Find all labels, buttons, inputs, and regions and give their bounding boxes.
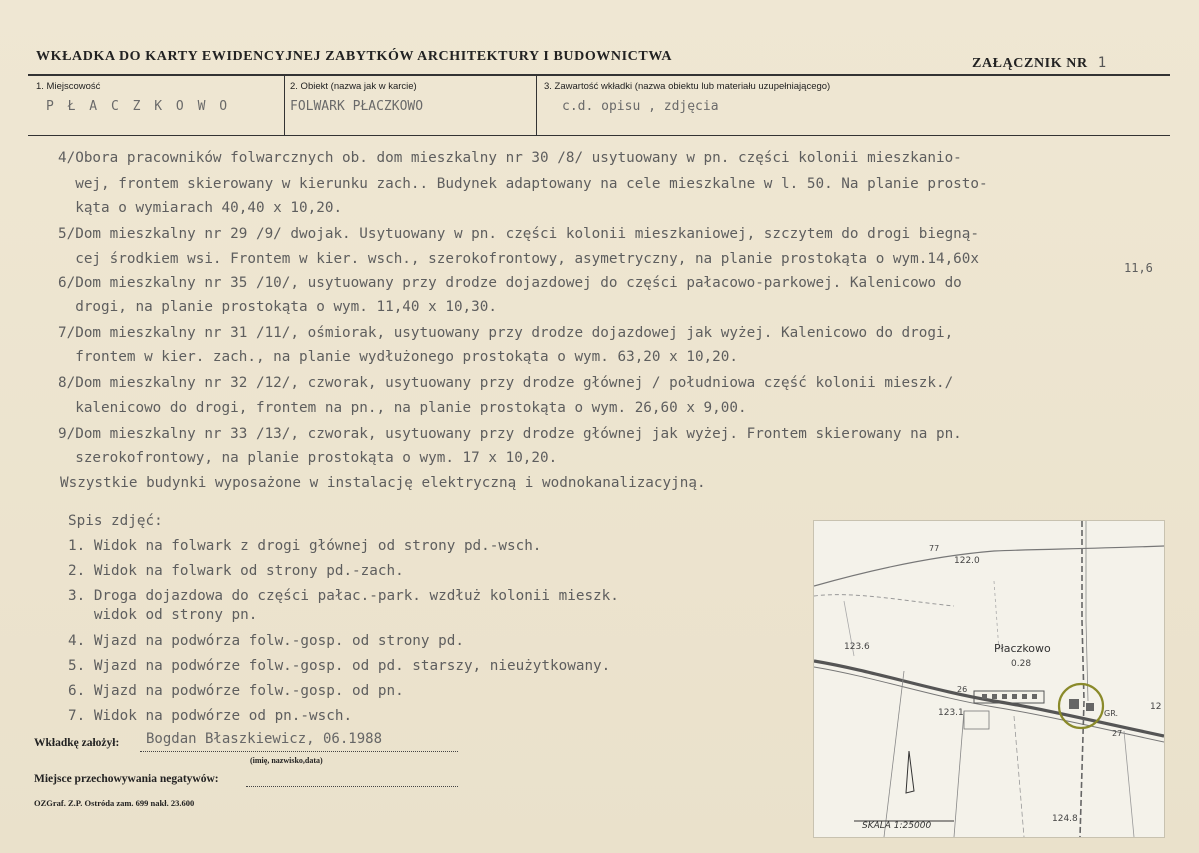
map-scale: SKALA 1:25000 — [862, 821, 932, 831]
margin-note: 11,6 — [1124, 261, 1153, 275]
attachment-number: 1 — [1097, 55, 1107, 71]
author-dotted-line — [140, 751, 458, 752]
map-place-elev: 0.28 — [1011, 659, 1032, 669]
author-label: Wkładkę założył: — [34, 737, 120, 749]
body-line: 4/Obora pracowników folwarcznych ob. dom mieszkalny nr 30 /8/ usytuowany w pn. części kolonii mieszkanio- — [58, 150, 962, 166]
cell-label-contents: 3. Zawartość wkładki (nazwa obiektu lub materiału uzupełniającego) — [544, 81, 831, 92]
photo-list-item: 6. Wjazd na podwórze folw.-gosp. od pn. — [68, 683, 404, 699]
body-line: cej środkiem wsi. Frontem w kier. wsch., szerokofrontowy, asymetryczny, na planie prostokąta o wym.14,60x — [58, 251, 979, 267]
author-value: Bogdan Błaszkiewicz, 06.1988 — [146, 731, 383, 747]
map-label-e8: 27 — [1112, 729, 1123, 738]
photo-list-item: 1. Widok na folwark z drogi głównej od strony pd.-wsch. — [68, 538, 542, 554]
photo-list — [68, 513, 768, 723]
map-label-e1: 122.0 — [954, 556, 980, 566]
map-label-e4: 124.8 — [1052, 814, 1078, 824]
map-label-e9: GR. — [1104, 709, 1119, 718]
body-line: kalenicowo do drogi, frontem na pn., na planie prostokąta o wym. 26,60 x 9,00. — [58, 400, 747, 416]
photo-list-item: widok od strony pn. — [68, 607, 258, 623]
body-line: kąta o wymiarach 40,40 x 10,20. — [58, 200, 343, 216]
photo-list-item: 4. Wjazd na podwórza folw.-gosp. od strony pd. — [68, 633, 464, 649]
map-label-e6: 77 — [929, 544, 940, 553]
body-line: 7/Dom mieszkalny nr 31 /11/, ośmiorak, usytuowany przy drodze dojazdowej jak wyżej. Kalenicowo do drogi, — [58, 325, 954, 341]
map-label-e5: 26 — [957, 685, 968, 694]
map-label-e7: 12 — [1150, 702, 1162, 712]
header-rule-bottom — [28, 135, 1170, 136]
negatives-label: Miejsce przechowywania negatywów: — [34, 773, 219, 785]
map-place-name: Płaczkowo — [994, 642, 1051, 655]
description-body — [58, 150, 1178, 500]
cell-value-object: FOLWARK PŁACZKOWO — [290, 99, 424, 114]
map-drawing — [814, 521, 1164, 837]
photo-list-item: 5. Wjazd na podwórze folw.-gosp. od pd. starszy, nieużytkowany. — [68, 658, 611, 674]
cell-divider-2 — [536, 75, 537, 135]
body-line: 8/Dom mieszkalny nr 32 /12/, czworak, usytuowany przy drodze głównej / południowa część kolonii mieszk./ — [58, 375, 954, 391]
body-line: 5/Dom mieszkalny nr 29 /9/ dwojak. Usytuowany w pn. części kolonii mieszkaniowej, szczytem do drogi biegną- — [58, 226, 979, 242]
author-hint: (imię, nazwisko,data) — [250, 756, 323, 765]
body-line: szerokofrontowy, na planie prostokąta o wym. 17 x 10,20. — [58, 450, 558, 466]
photo-list-item: 3. Droga dojazdowa do części pałac.-park. wzdłuż kolonii mieszk. — [68, 588, 619, 604]
cell-label-locality: 1. Miejscowość — [36, 81, 101, 92]
header-rule-top — [28, 74, 1170, 76]
photo-list-item: 2. Widok na folwark od strony pd.-zach. — [68, 563, 404, 579]
map-label-e2: 123.6 — [844, 642, 870, 652]
body-line: wej, frontem skierowany w kierunku zach.. Budynek adaptowany na cele mieszkalne w l. 50. Na planie prosto- — [58, 176, 988, 192]
printer-imprint: OZGraf. Z.P. Ostróda zam. 699 nakł. 23.600 — [34, 798, 195, 808]
body-line: frontem w kier. zach., na planie wydłużonego prostokąta o wym. 63,20 x 10,20. — [58, 349, 738, 365]
body-line: Wszystkie budynki wyposażone w instalację elektryczną i wodnokanalizacyjną. — [60, 475, 706, 491]
cell-value-contents: c.d. opisu , zdjęcia — [562, 99, 719, 114]
body-line: 6/Dom mieszkalny nr 35 /10/, usytuowany przy drodze dojazdowej do części pałacowo-parkowej. Kalenicowo do — [58, 275, 962, 291]
photo-list-title: Spis zdjęć: — [68, 513, 163, 529]
body-line: drogi, na planie prostokąta o wym. 11,40 x 10,30. — [58, 299, 497, 315]
cell-label-object: 2. Obiekt (nazwa jak w karcie) — [290, 81, 417, 92]
photo-list-item: 7. Widok na podwórze od pn.-wsch. — [68, 708, 353, 724]
attachment-label-text: ZAŁĄCZNIK NR — [972, 56, 1088, 71]
attachment-label — [972, 55, 1107, 72]
location-map — [813, 520, 1165, 838]
cell-value-locality: P Ł A C Z K O W O — [46, 99, 231, 114]
map-label-e3: 123.1 — [938, 708, 964, 718]
cell-divider-1 — [284, 75, 285, 135]
body-line: 9/Dom mieszkalny nr 33 /13/, czworak, usytuowany przy drodze głównej jak wyżej. Frontem skierowany na pn. — [58, 426, 962, 442]
negatives-dotted-line — [246, 786, 458, 787]
document-title: WKŁADKA DO KARTY EWIDENCYJNEJ ZABYTKÓW ARCHITEKTURY I BUDOWNICTWA — [36, 49, 673, 64]
